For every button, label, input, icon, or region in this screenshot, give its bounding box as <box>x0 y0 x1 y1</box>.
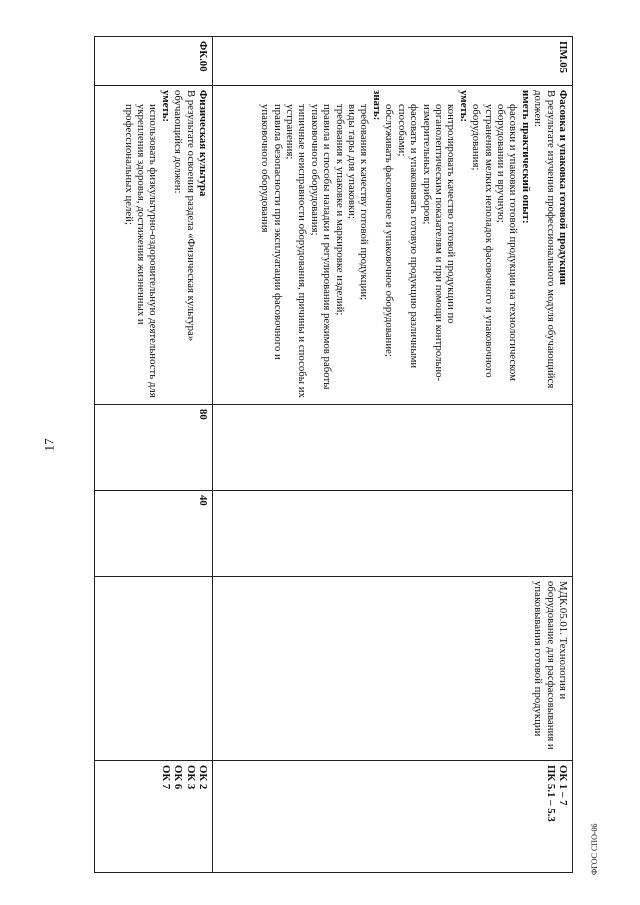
module-title: Фасовка и упаковка готовой продукции <box>557 90 569 286</box>
list-item: использовать физкультурно-оздоровительную деятельность для укрепления здоровья, достижения жизненных и профессиональных целей; <box>122 104 160 398</box>
competencies <box>95 761 213 873</box>
page-number: 17 <box>41 438 57 452</box>
curriculum-table <box>86 36 573 822</box>
competencies <box>213 761 573 873</box>
list-item: контролировать качество готовой продукции по органолептическим показателям и при помощи контрольно-измерительных приборов; <box>420 104 458 382</box>
mdk-name <box>95 577 213 761</box>
footer-label: ФГОС СПО-06 <box>590 823 599 875</box>
competency-code: ОК 1 – 7 <box>557 765 569 806</box>
competency-code: ОК 6 <box>172 765 185 790</box>
competency-code: ПК 5.1 – 5.3 <box>544 765 557 822</box>
section-heading: знать: <box>370 90 383 121</box>
list-item: требования к качеству готовой продукции; <box>358 104 371 301</box>
list-item: типичные неисправности оборудования, причины и способы их устранения; <box>284 104 309 398</box>
curriculum-grid <box>94 36 573 873</box>
module-index: ПМ.05 <box>213 37 573 86</box>
list-item: правила и способы наладки и регулирования режимов работы упаковочного оборудования; <box>308 104 334 390</box>
list-item: правила безопасности при эксплуатации фасовочного и упаковочного оборудования <box>259 104 284 360</box>
hours-max: 80 <box>95 405 213 491</box>
module-title: Физическая культура <box>197 90 209 197</box>
table-row <box>95 37 213 873</box>
hours-max <box>213 405 573 491</box>
section-heading: уметь: <box>457 90 470 123</box>
module-intro: В результате изучения профессионального модуля обучающийся должен: <box>532 90 557 389</box>
section-heading: уметь: <box>159 90 172 123</box>
list-item: фасовки и упаковки готовой продукции на технологическом оборудовании и вручную; <box>494 104 520 381</box>
module-index: ФК.00 <box>95 37 213 86</box>
list-item: виды тары для упаковки; <box>346 104 359 220</box>
hours-class <box>213 491 573 577</box>
module-description <box>213 86 573 405</box>
list-item: обслуживать фасовочное и упаковочное оборудование; <box>383 104 396 357</box>
hours-class: 40 <box>95 491 213 577</box>
table-row <box>213 37 573 873</box>
module-description <box>95 86 213 405</box>
competency-code: ОК 7 <box>159 765 172 790</box>
list-item: требования к упаковке и маркировке изделий; <box>333 104 346 316</box>
mdk-name: МДК.05.01. Технология и оборудование для расфасовывания и упаковывания готовой продукции <box>213 577 573 761</box>
list-item: фасовать и упаковывать готовую продукцию различными способами; <box>395 104 421 369</box>
competency-code: ОК 2 <box>197 765 209 790</box>
module-intro: В результате освоения раздела «Физическая культура» обучающийся должен: <box>172 90 197 342</box>
list-item: устранения мелких неполадок фасовочного и упаковочного оборудования; <box>470 104 495 378</box>
competency-code: ОК 3 <box>184 765 197 790</box>
section-heading: иметь практический опыт: <box>519 90 532 224</box>
